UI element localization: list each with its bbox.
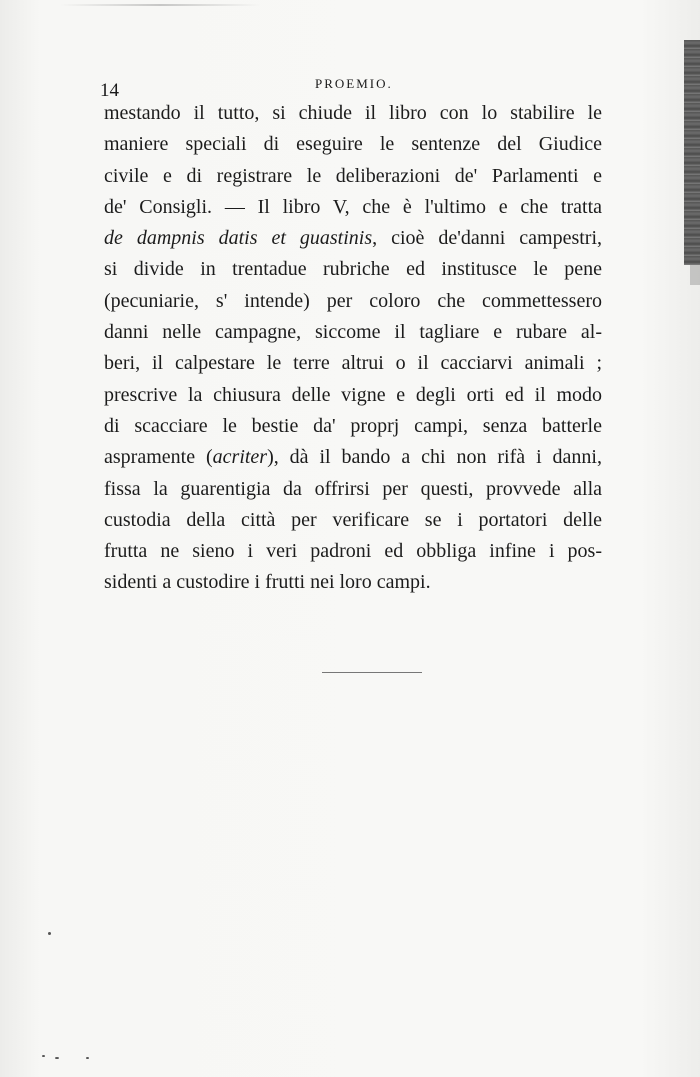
adjacent-page-edge [684, 40, 700, 265]
text-line: danni nelle campagne, siccome il tagliare e rubare al- [104, 321, 602, 344]
chapter-end-rule [322, 672, 422, 673]
text-line: di scacciare le bestie da' proprj campi, senza batterle [104, 414, 602, 437]
text-line: de dampnis datis et guastinis, cioè de'danni campestri, [104, 227, 603, 250]
italic-latin-title: de dampnis datis et guastinis [104, 227, 373, 250]
text-line: frutta ne sieno i veri padroni ed obbliga infine i pos- [104, 540, 602, 563]
text-line: si divide in trentadue rubriche ed institusce le pene [104, 258, 602, 281]
text-line: de' Consigli. — Il libro V, che è l'ultimo e che tratta [104, 195, 602, 218]
text-line: custodia della città per verificare se i portatori delle [104, 508, 602, 531]
scan-speck [86, 1057, 89, 1059]
text-line: mestando il tutto, si chiude il libro con lo stabilire le [104, 102, 602, 124]
running-head: PROEMIO. [315, 76, 393, 91]
text-line: fissa la guarentigia da offrirsi per questi, provvede alla [104, 477, 602, 500]
scan-artifact-top-rule [60, 4, 260, 6]
text-line: civile e di registrare le deliberazioni de' Parlamenti e [104, 164, 602, 187]
text-line: aspramente (acriter), dà il bando a chi non rifà i danni, [104, 446, 602, 469]
body-paragraph [104, 98, 604, 599]
adjacent-page-edge-fade [690, 265, 700, 285]
text-line: maniere speciali di eseguire le sentenze del Giudice [104, 133, 602, 156]
text-line: beri, il calpestare le terre altrui o il cacciarvi animali ; [104, 352, 602, 375]
scan-speck [48, 932, 51, 935]
text-line-last: sidenti a custodire i frutti nei loro campi. [104, 571, 431, 594]
italic-latin-word: acriter [212, 446, 268, 469]
text-line: (pecuniarie, s' intende) per coloro che commettessero [104, 289, 602, 312]
scan-speck [42, 1055, 45, 1057]
text-line: prescrive la chiusura delle vigne e degli orti ed il modo [104, 383, 602, 406]
scan-speck [55, 1057, 59, 1059]
page-number: 14 [100, 80, 119, 101]
